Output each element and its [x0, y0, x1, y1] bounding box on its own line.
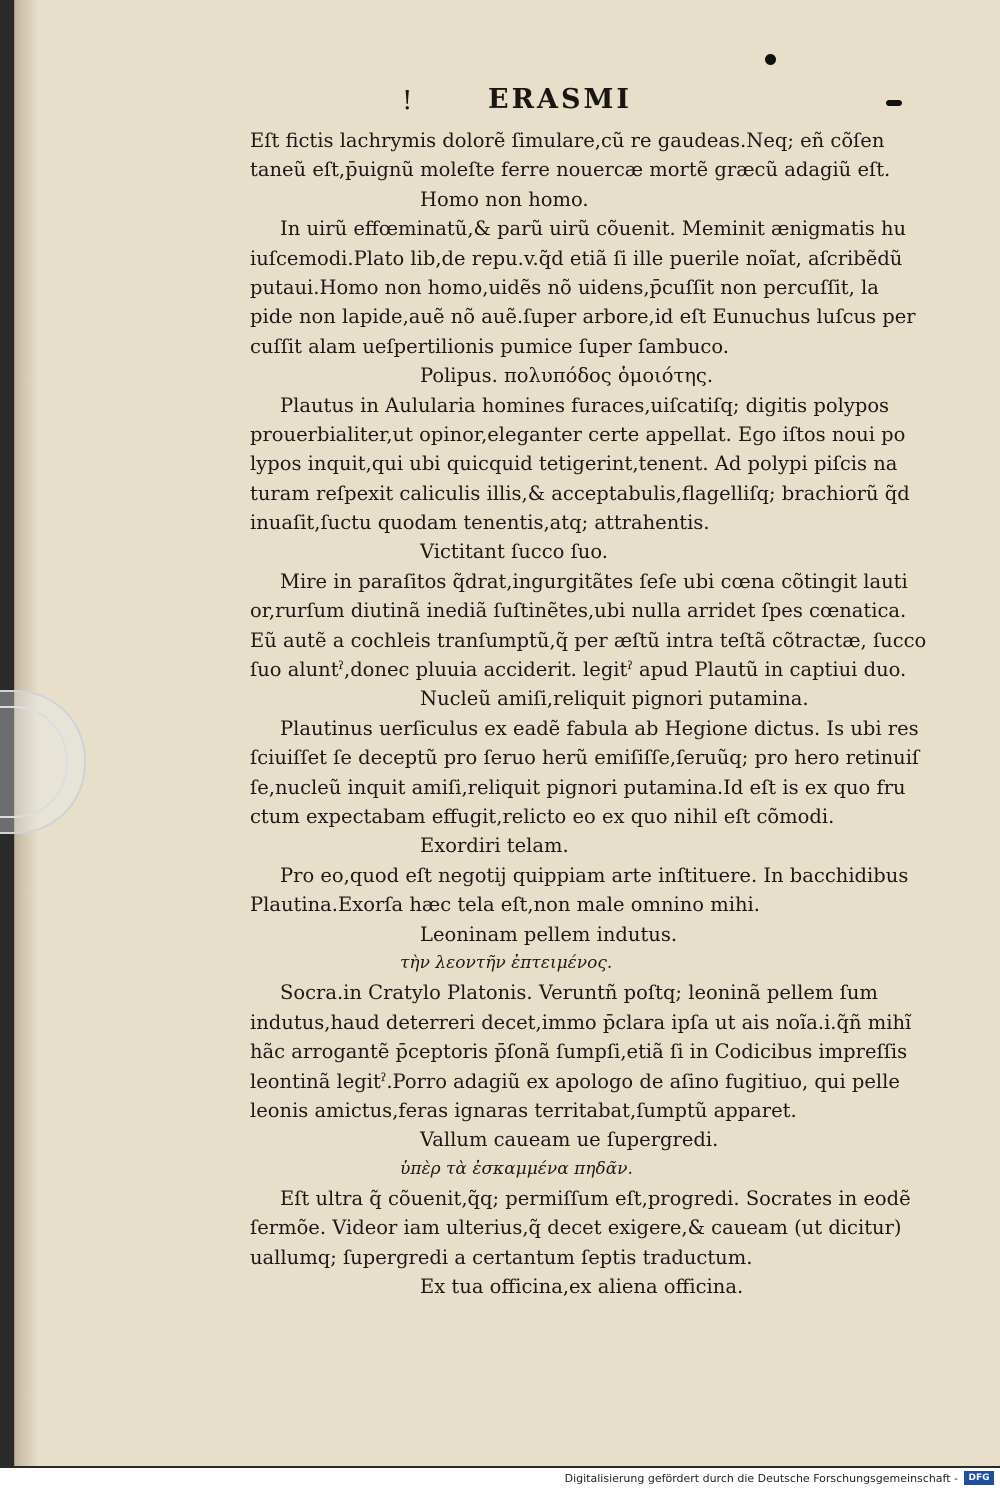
adage-heading: Nucleũ amiſi,reliquit pignori putamina.: [420, 687, 809, 711]
text-line: pide non lapide,auẽ nõ auẽ.ſuper arbore,id eſt Eunuchus luſcus per: [250, 305, 916, 329]
text-line: In uirũ effœminatũ,& parũ uirũ cõuenit. Meminit ænigmatis hu: [280, 217, 907, 241]
text-line: ſciuiſſet ſe deceptũ pro ſeruo herũ emiſiſſe,ſeruũq; pro hero retinuiſ: [250, 746, 920, 770]
text-line: uallumq; ſupergredi a certantum ſeptis traductum.: [250, 1245, 753, 1269]
text-line: ſermõe. Videor iam ulterius,q̃ decet exigere,& caueam (ut dicitur): [250, 1216, 902, 1240]
ink-dot: [886, 100, 902, 106]
text-line: ſe,nucleũ inquit amiſi,reliquit pignori putamina.Id eſt is ex quo fru: [250, 775, 906, 799]
text-line: turam reſpexit caliculis illis,& acceptabulis,flagelliſq; brachiorũ q̃d: [250, 481, 910, 505]
running-head-mark: !: [402, 86, 413, 116]
text-line: Eũ autẽ a cochleis tranſumptũ,q̃ per æſtũ intra teſtã cõtractæ, ſucco: [250, 628, 927, 652]
adage-heading: Exordiri telam.: [420, 834, 569, 858]
dfg-logo: DFG: [964, 1471, 994, 1485]
text-line: putaui.Homo non homo,uidẽs nõ uidens,p̄cuſſit non percuſſit, la: [250, 275, 879, 299]
adage-heading: Homo non homo.: [420, 187, 589, 211]
footer: [0, 1468, 1000, 1490]
greek-line: τὴν λεοντῆν ἐπτειμένος.: [400, 952, 613, 973]
text-line: prouerbialiter,ut opinor,eleganter certe appellat. Ego iſtos noui po: [250, 422, 906, 446]
adage-heading: Vallum caueam ue ſupergredi.: [420, 1128, 719, 1152]
text-line: leonis amictus,feras ignaras territabat,ſumptũ apparet.: [250, 1098, 797, 1122]
text-line: indutus,haud deterreri decet,immo p̄clara ipſa ut ais noĩa.i.q̃ñ mihĩ: [250, 1010, 912, 1034]
text-line: leontinã legitˀ.Porro adagiũ ex apologo de aſino fugitiuo, qui pelle: [250, 1069, 900, 1093]
text-line: lypos inquit,qui ubi quicquid tetigerint,tenent. Ad polypi piſcis na: [250, 452, 898, 476]
text-line: Plautinus uerſiculus ex eadẽ fabula ab Hegione dictus. Is ubi res: [280, 716, 919, 740]
text-line: Plautus in Aulularia homines furaces,uiſcatiſq; digitis polypos: [280, 393, 890, 417]
page-text: [250, 126, 970, 1302]
text-line: iuſcemodi.Plato lib,de repu.v.q̃d etiã ſi ille puerile noĩat, aſcribẽdũ: [250, 246, 903, 270]
text-line: ſuo aluntˀ,donec pluuia acciderit. legitˀ apud Plautũ in captiui duo.: [250, 658, 907, 682]
greek-line: ὑπὲρ τὰ ἐσκαμμένα πηδᾶν.: [400, 1158, 633, 1179]
text-line: cuſſit alam ueſpertilionis pumice ſuper ſambuco.: [250, 334, 729, 358]
text-line: inuaſit,ſuctu quodam tenentis,atq; attrahentis.: [250, 511, 710, 535]
ink-dot: [765, 54, 776, 65]
text-line: taneũ eſt,p̄uignũ moleſte ferre nouercæ mortẽ græcũ adagiũ eſt.: [250, 158, 891, 182]
text-line: Eſt fictis lachrymis dolorẽ ſimulare,cũ re gaudeas.Neq; eñ cõſen: [250, 129, 885, 152]
adage-heading: Polipus. πολυπόδος ὁμοιότης.: [420, 364, 714, 388]
text-line: Mire in paraſitos q̃drat,ingurgitãtes ſeſe ubi cœna cõtingit lauti: [280, 569, 908, 593]
adage-heading: Leoninam pellem indutus.: [420, 922, 678, 946]
text-line: hãc arrogantẽ p̄ceptoris p̄ſonã ſumpſi,etiã ſi in Codicibus impreſſis: [250, 1040, 908, 1064]
adage-heading: Ex tua officina,ex aliena officina.: [420, 1275, 744, 1299]
text-line: Pro eo,quod eſt negotij quippiam arte inſtituere. In bacchidibus: [280, 863, 909, 887]
footer-credit: Digitalisierung gefördert durch die Deutsche Forschungsgemeinschaft -: [564, 1472, 958, 1485]
text-line: Plautina.Exorſa hæc tela eſt,non male omnino mihi.: [250, 893, 760, 917]
text-line: Eſt ultra q̃ cõuenit,q̃q; permiſſum eſt,progredi. Socrates in eodẽ: [280, 1187, 911, 1211]
running-head: ERASMI: [488, 84, 632, 115]
text-line: Socra.in Cratylo Platonis. Veruntñ poſtq; leoninã pellem ſum: [280, 981, 878, 1005]
text-line: or,rurſum diutinã inediã ſuſtinẽtes,ubi nulla arridet ſpes cœnatica.: [250, 599, 907, 623]
adage-heading: Victitant ſucco ſuo.: [420, 540, 608, 564]
text-line: ctum expectabam effugit,relicto eo ex quo nihil eſt cõmodi.: [250, 804, 835, 828]
